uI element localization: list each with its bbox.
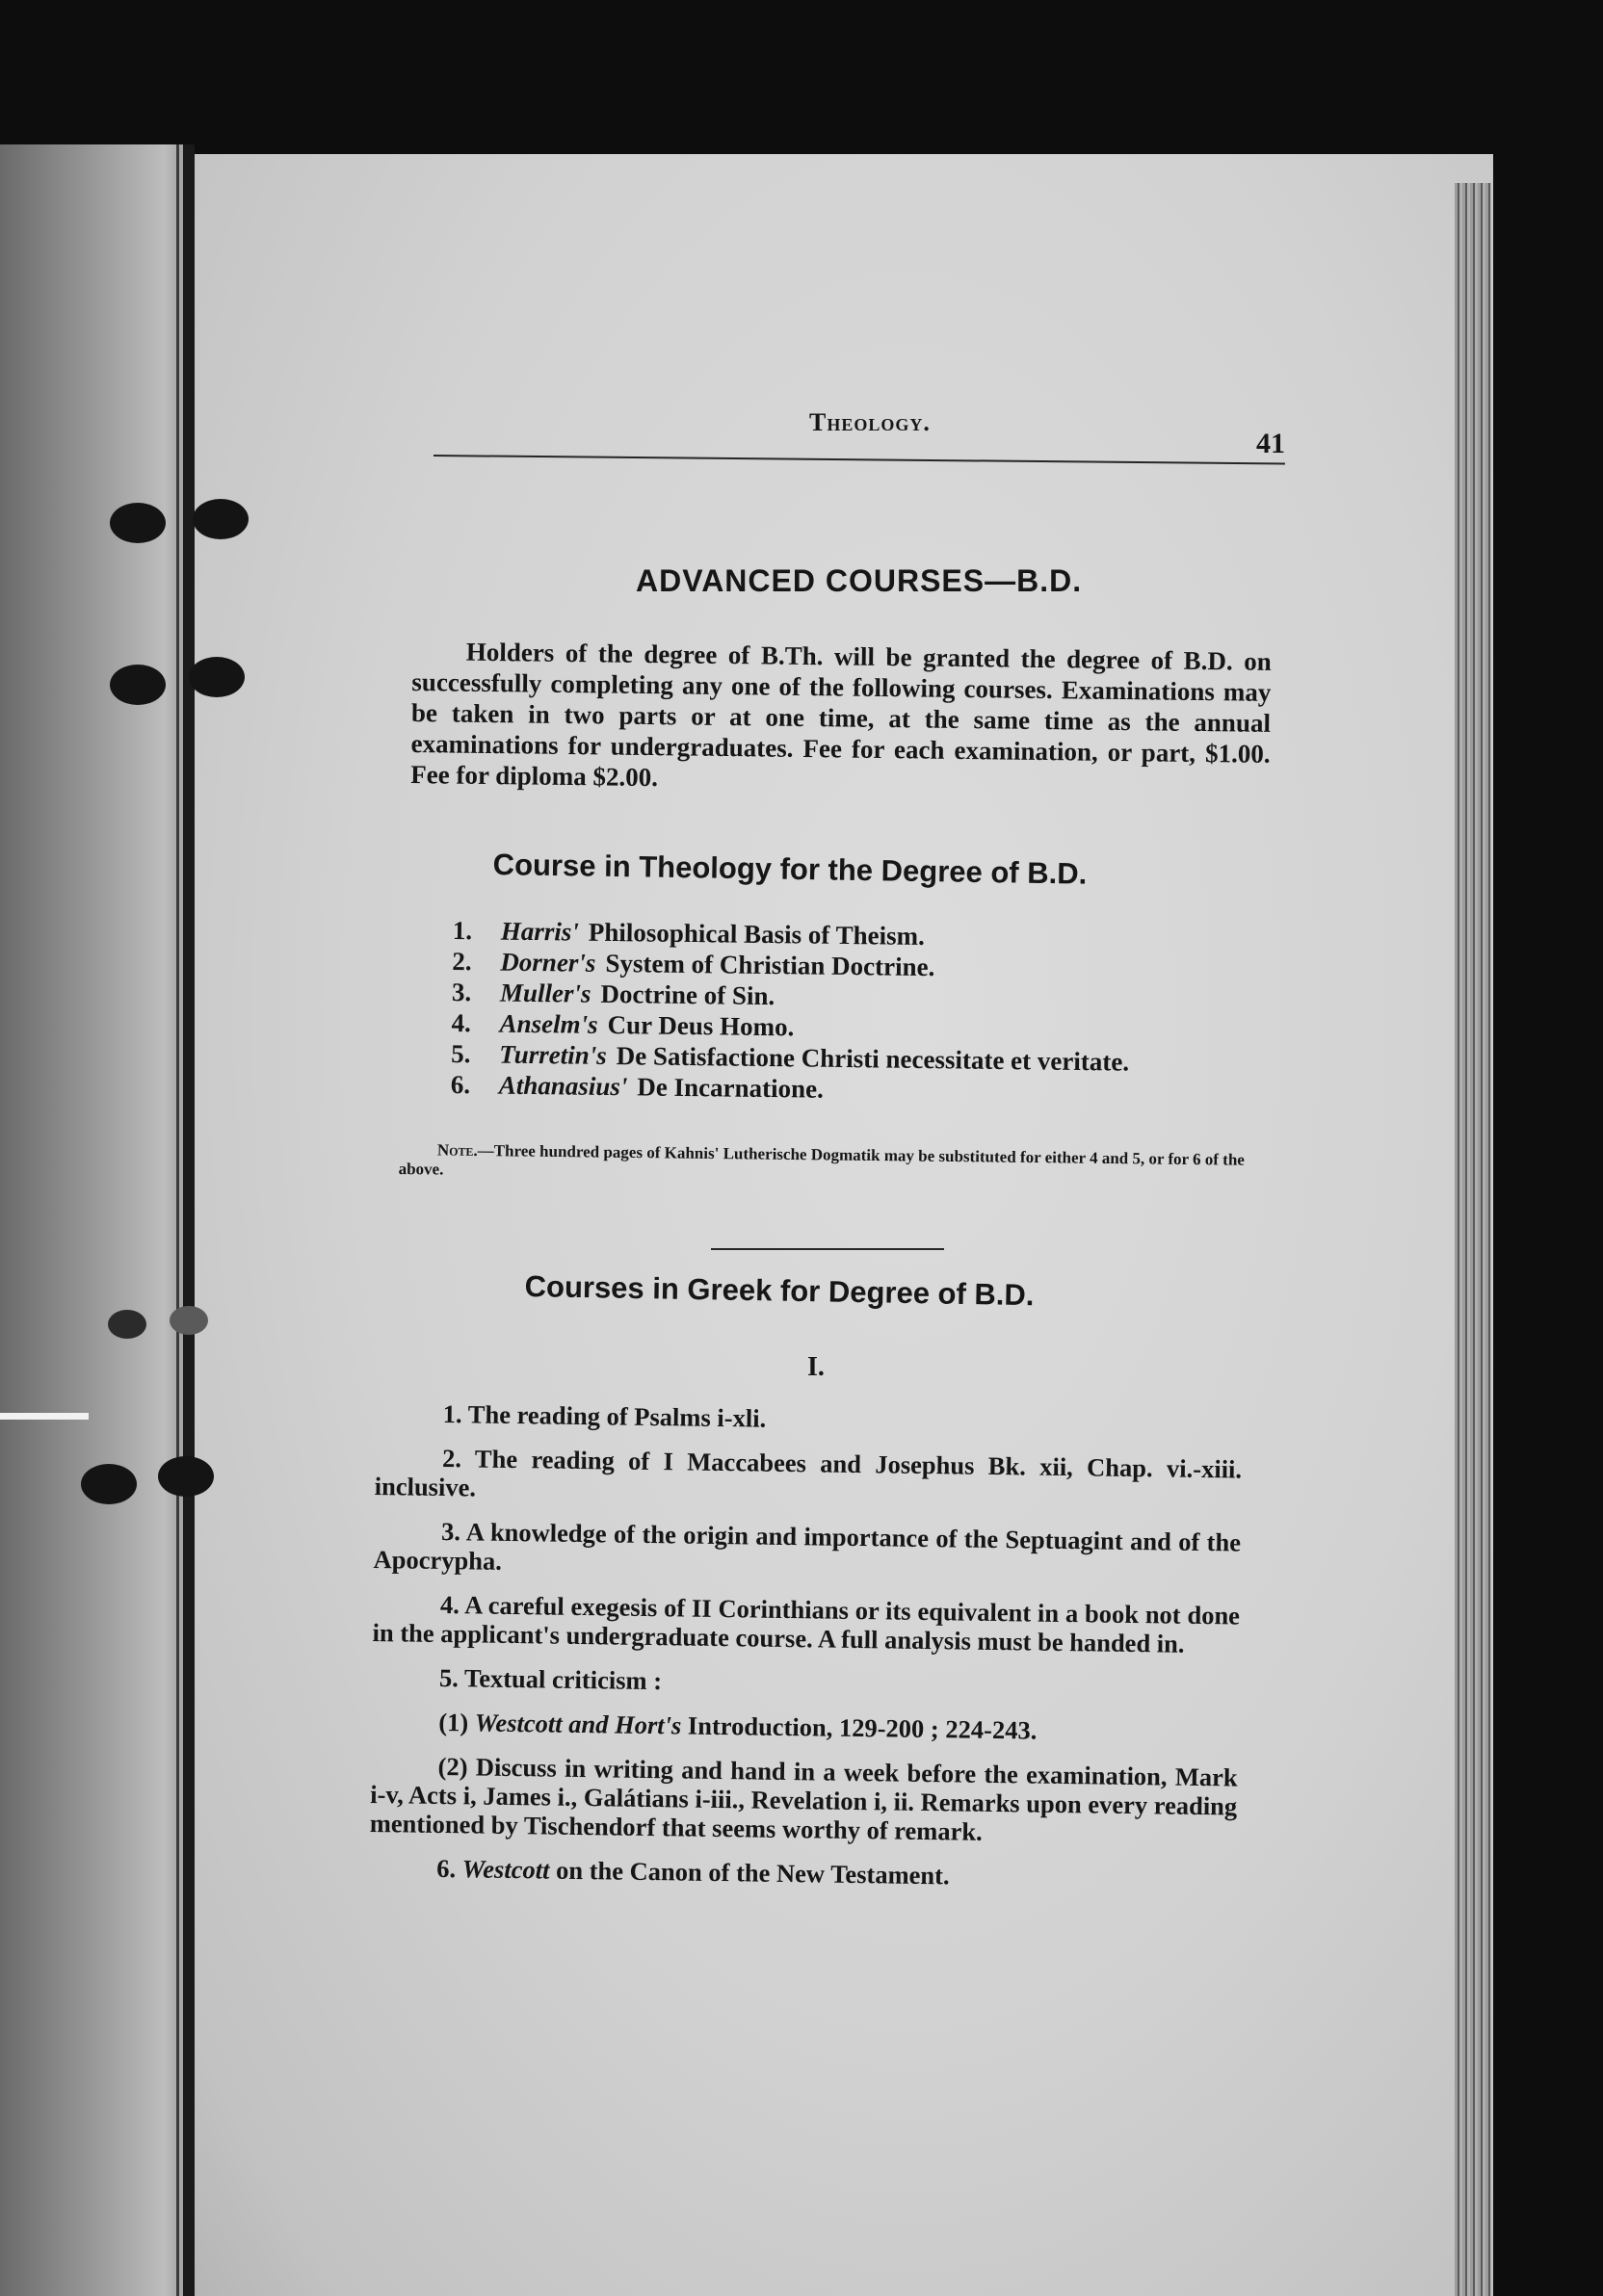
intro-paragraph: Holders of the degree of B.Th. will be granted the degree of B.D. on successfully completing any one of the following courses. Examinations may be taken in two parts or at one time, at the same time as the annual examinations for undergraduates. Fee for each examination, or part, $1.00. Fee for diploma $2.00. xyxy=(410,637,1272,793)
greek-course-heading: Courses in Greek for Degree of B.D. xyxy=(524,1269,1035,1313)
binding-hole xyxy=(110,503,166,543)
page-stack-edge xyxy=(1455,183,1491,2296)
binding-hole xyxy=(170,1306,208,1335)
binding-hole xyxy=(193,499,249,539)
binding-hole xyxy=(158,1456,214,1497)
advanced-courses-heading: ADVANCED COURSES—B.D. xyxy=(636,563,1083,598)
list-item: 5. Textual criticism : xyxy=(438,1662,663,1696)
theology-reading-list xyxy=(451,915,1243,1109)
list-item: 2. Dorner's System of Christian Doctrine. xyxy=(452,946,935,982)
scanned-page xyxy=(195,154,1493,2296)
list-item: 6. Athanasius' De Incarnatione. xyxy=(450,1069,825,1104)
section-divider xyxy=(711,1248,944,1250)
theology-course-heading: Course in Theology for the Degree of B.D. xyxy=(492,848,1088,891)
list-item: 4. A careful exegesis of II Corinthians or its equivalent in a book not done in the applicant's undergraduate course. A full analysis must be handed in. xyxy=(372,1589,1241,1658)
binding-hole xyxy=(110,665,166,705)
list-item: 3. Muller's Doctrine of Sin. xyxy=(451,977,775,1011)
film-mark xyxy=(0,1413,89,1420)
binding-hole xyxy=(189,657,245,697)
list-item: 4. Anselm's Cur Deus Homo. xyxy=(451,1007,795,1042)
list-item: (2) Discuss in writing and hand in a week before the examination, Mark i-v, Acts i, James i., Galátians i-iii., Revelation i, ii. Remarks upon every reading mentioned by Tischendorf that seems worthy of remark. xyxy=(369,1751,1238,1846)
page-number: 41 xyxy=(1256,428,1285,459)
list-item: 3. A knowledge of the origin and importance of the Septuagint and of the Apocrypha. xyxy=(373,1516,1242,1576)
binding-hole xyxy=(81,1464,137,1504)
list-item: 1. Harris' Philosophical Basis of Theism. xyxy=(452,915,926,951)
list-item: 1. The reading of Psalms i-xli. xyxy=(442,1398,767,1433)
section-number: I. xyxy=(807,1352,825,1382)
list-item: (1) Westcott and Hort's Introduction, 129-200 ; 224-243. xyxy=(438,1707,1038,1745)
list-item: 5. Turretin's De Satisfactione Christi necessitate et veritate. xyxy=(451,1038,1130,1077)
binding-hole xyxy=(108,1310,146,1339)
list-item: 6. Westcott on the Canon of the New Testament. xyxy=(435,1853,950,1891)
list-item: 2. The reading of I Maccabees and Josephus Bk. xii, Chap. vi.-xiii. inclusive. xyxy=(374,1443,1243,1502)
course-note: Note.—Three hundred pages of Kahnis' Lutherische Dogmatik may be substituted for either 4 and 5, or for 6 of the above. xyxy=(398,1140,1246,1179)
greek-course-requirements xyxy=(369,1398,1243,1910)
book-gutter xyxy=(183,144,195,2296)
facing-page-edge xyxy=(0,144,183,2296)
running-head: Theology. xyxy=(809,408,931,436)
